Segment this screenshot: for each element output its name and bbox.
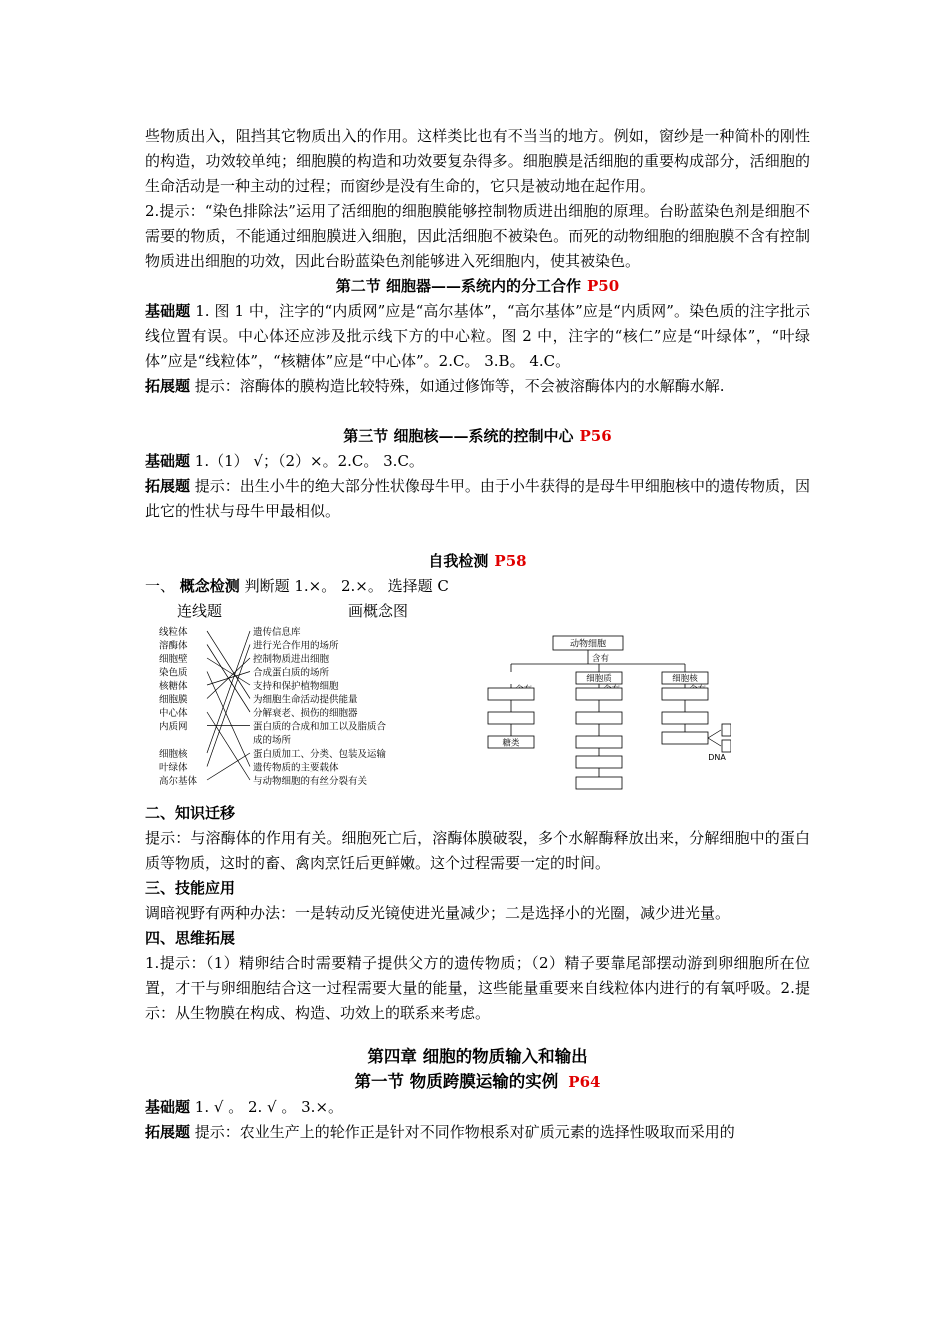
paragraph bbox=[145, 1095, 810, 1120]
arrow bbox=[708, 738, 721, 746]
text: 判断题 1.×。 2.×。 选择题 C bbox=[239, 577, 449, 595]
concept-label: 细胞核 bbox=[672, 674, 698, 684]
right-item: 与动物细胞的有丝分裂有关 bbox=[253, 776, 368, 787]
right-item: 合成蛋白质的场所 bbox=[253, 667, 330, 679]
page-ref: P56 bbox=[579, 427, 612, 445]
text: 一、 bbox=[145, 577, 180, 595]
label: 概念检测 bbox=[179, 577, 240, 595]
figures bbox=[145, 626, 810, 801]
label: 拓展题 bbox=[145, 477, 191, 495]
section-heading bbox=[145, 274, 810, 299]
page-ref: P58 bbox=[494, 552, 527, 570]
paragraph: 调暗视野有两种办法：一是转动反光镜使进光量减少；二是选择小的光圈，减少进光量。 bbox=[145, 904, 731, 922]
right-item: 蛋白质的合成和加工以及脂质合 bbox=[253, 721, 387, 733]
text: 1. √ 。 2. √ 。 3.×。 bbox=[190, 1098, 344, 1116]
left-item: 细胞壁 bbox=[159, 654, 188, 665]
section-title: 第三节 细胞核——系统的控制中心 bbox=[343, 427, 574, 445]
paragraph bbox=[145, 374, 810, 399]
section-title: 第二节 细胞器——系统内的分工合作 bbox=[335, 277, 582, 295]
left-item: 线粒体 bbox=[159, 627, 188, 638]
concept-box bbox=[576, 777, 622, 789]
concept-box bbox=[576, 688, 622, 700]
left-item: 细胞膜 bbox=[159, 694, 188, 706]
right-item: 进行光合作用的场所 bbox=[253, 640, 339, 652]
section-heading bbox=[145, 1069, 810, 1095]
left-item: 中心体 bbox=[159, 708, 188, 719]
match-line bbox=[207, 712, 250, 780]
subheading-row bbox=[145, 599, 810, 624]
left-item: 内质网 bbox=[159, 721, 188, 733]
concept-box bbox=[662, 688, 708, 700]
label: 拓展题 bbox=[145, 1123, 191, 1141]
concept-map-figure bbox=[481, 634, 731, 796]
right-item: 分解衰老、损伤的细胞器 bbox=[253, 708, 358, 719]
section-title: 第一节 物质跨膜运输的实例 bbox=[354, 1072, 559, 1091]
left-item: 溶酶体 bbox=[159, 640, 188, 652]
matching-label: 连线题 bbox=[177, 602, 223, 620]
right-item: 为细胞生命活动提供能量 bbox=[253, 694, 358, 706]
text: 提示：出生小牛的绝大部分性状像母牛甲。由于小牛获得的是母牛甲细胞核中的遗传物质，因此它的性状与母牛甲最相似。 bbox=[145, 477, 810, 520]
concept-map-label: 画概念图 bbox=[348, 602, 409, 620]
section-heading bbox=[145, 424, 810, 449]
paragraph: 提示：与溶酶体的作用有关。细胞死亡后，溶酶体膜破裂，多个水解酶释放出来，分解细胞中的蛋白质等物质，这时的畜、禽肉烹饪后更鲜嫩。这个过程需要一定的时间。 bbox=[145, 829, 810, 872]
concept-columns bbox=[488, 664, 731, 789]
left-item: 叶绿体 bbox=[159, 762, 188, 774]
paragraph bbox=[145, 449, 810, 474]
section-title: 自我检测 bbox=[428, 552, 489, 570]
paragraph: 2.提示：“染色排除法”运用了活细胞的细胞膜能够控制物质进出细胞的原理。台盼蓝染色剂是细胞不需要的物质，不能通过细胞膜进入细胞，因此活细胞不被染色。而死的动物细胞的细胞膜不含有控制物质进出细胞的功效，因此台盼蓝染色剂能够进入死细胞内，使其被染色。 bbox=[145, 202, 810, 270]
page-ref: P64 bbox=[568, 1073, 601, 1091]
concept-label: 糖类 bbox=[502, 738, 520, 749]
right-item: 遗传信息库 bbox=[253, 627, 301, 638]
text: 1. 图 1 中，注字的“内质网”应是“高尔基体”，“高尔基体”应是“内质网”。染色质的注字批示线位置有误。中心体还应涉及批示线下方的中心粒。图 2 中，注字的“核仁”应是“叶绿体”，“叶绿体”应是“线粒体”，“核糖体”应是“中心体”。2.C。 3.B。 4.C。 bbox=[145, 302, 810, 370]
right-item: 控制物质进出细胞 bbox=[253, 654, 330, 665]
concept-box bbox=[722, 740, 731, 752]
paragraph bbox=[145, 474, 810, 524]
match-line bbox=[207, 645, 250, 767]
concept-box bbox=[488, 688, 534, 700]
paragraph: 些物质出入，阻挡其它物质出入的作用。这样类比也有不当当的地方。例如，窗纱是一种简朴的刚性的构造，功效较单纯；细胞膜的构造和功效要复杂得多。细胞膜是活细胞的重要构成部分，活细胞的生命活动是一种主动的过程；而窗纱是没有生命的，它只是被动地在起作用。 bbox=[145, 127, 810, 195]
edge-label: 含有 bbox=[592, 654, 610, 664]
text: 提示：农业生产上的轮作正是针对不同作物根系对矿质元素的选择性吸取而采用的 bbox=[190, 1123, 735, 1141]
paragraph bbox=[145, 1120, 810, 1145]
paragraph: 1.提示：（1）精卵结合时需要精子提供父方的遗传物质；（2）精子要靠尾部摆动游到卵细胞所在位置，才干与卵细胞结合这一过程需要大量的能量，这些能量重要来自线粒体内进行的有氧呼吸。2.提示：从生物膜在构成、构造、功效上的联系来考虑。 bbox=[145, 954, 810, 1022]
matching-figure bbox=[157, 626, 457, 798]
paragraph bbox=[145, 574, 810, 599]
right-item: 成的场所 bbox=[253, 735, 292, 746]
right-item: 蛋白质加工、分类、包装及运输 bbox=[253, 749, 387, 760]
page-ref: P50 bbox=[587, 277, 620, 295]
part-heading: 四、思维拓展 bbox=[145, 929, 236, 947]
concept-label: DNA bbox=[708, 753, 726, 762]
concept-box bbox=[576, 736, 622, 748]
part-heading: 三、技能应用 bbox=[145, 879, 236, 897]
concept-box bbox=[576, 756, 622, 768]
root-label: 动物细胞 bbox=[569, 639, 607, 650]
left-item: 核糖体 bbox=[159, 681, 188, 692]
part-heading: 二、知识迁移 bbox=[145, 804, 236, 822]
right-item: 遗传物质的主要载体 bbox=[253, 762, 339, 774]
paragraph bbox=[145, 299, 810, 374]
concept-box bbox=[488, 712, 534, 724]
chapter-title: 第四章 细胞的物质输入和输出 bbox=[367, 1047, 588, 1066]
arrow bbox=[708, 730, 721, 738]
concept-box bbox=[722, 724, 731, 736]
right-item: 支持和保护植物细胞 bbox=[253, 681, 339, 692]
label: 拓展题 bbox=[145, 377, 191, 395]
document-page bbox=[145, 124, 810, 1145]
section-heading bbox=[145, 549, 810, 574]
label: 基础题 bbox=[145, 302, 191, 320]
concept-box bbox=[662, 712, 708, 724]
label: 基础题 bbox=[145, 1098, 191, 1116]
label: 基础题 bbox=[145, 452, 191, 470]
left-item: 染色质 bbox=[159, 667, 188, 679]
concept-box bbox=[662, 732, 708, 744]
concept-label: 细胞质 bbox=[586, 674, 612, 684]
text: 1.（1） √；（2）×。2.C。 3.C。 bbox=[190, 452, 424, 470]
left-item: 高尔基体 bbox=[159, 776, 198, 787]
match-line bbox=[207, 631, 250, 699]
match-line bbox=[207, 753, 250, 780]
left-item: 细胞核 bbox=[159, 749, 188, 760]
text: 提示：溶酶体的膜构造比较特殊，如通过修饰等，不会被溶酶体内的水解酶水解. bbox=[190, 377, 725, 395]
concept-box bbox=[576, 712, 622, 724]
match-line bbox=[207, 672, 250, 767]
